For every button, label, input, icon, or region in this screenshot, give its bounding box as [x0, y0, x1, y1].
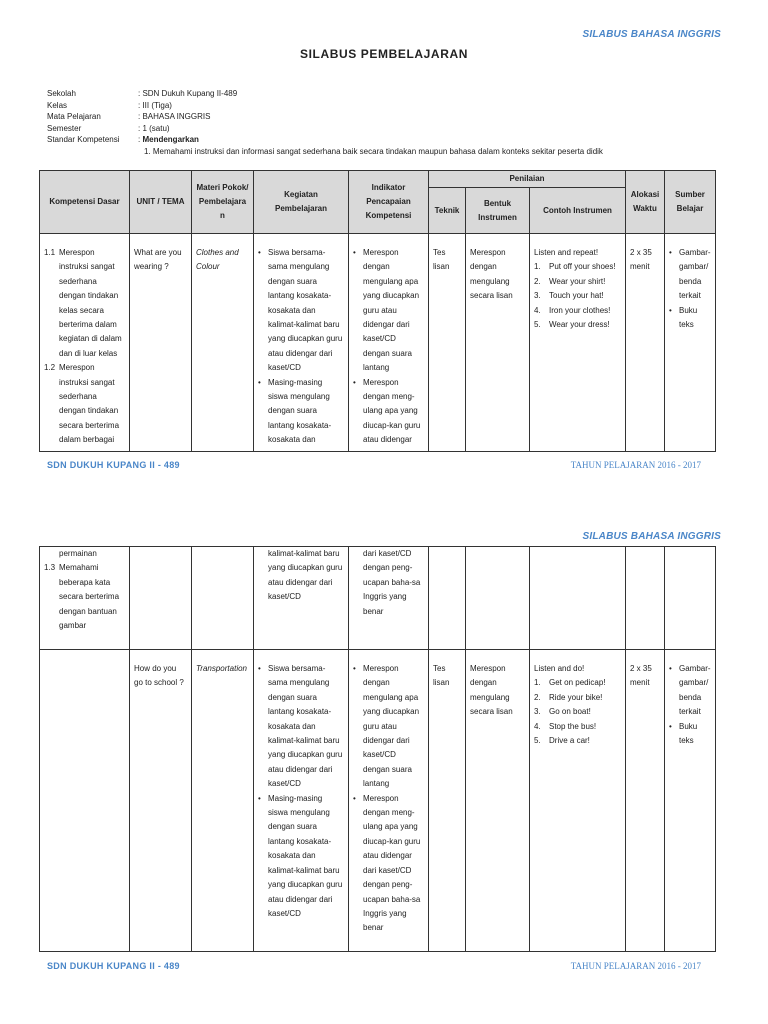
cell-materi-pokok: Clothes and Colour: [192, 234, 254, 452]
standar-kompetensi-detail: 1. Memahami instruksi dan informasi sangat sederhana baik secara tindakan maupun bahasa dalam konteks sekitar peserta didik: [144, 146, 603, 156]
kegiatan-item: • Masing-masing siswa mengulang dengan suara lantang kosakata-kosakata dan: [258, 376, 344, 448]
contoh-item: 5. Wear your dress!: [534, 320, 610, 330]
header-teknik: Teknik: [429, 188, 466, 234]
kd-number: 1.1: [44, 248, 56, 257]
page-footer: [47, 460, 701, 470]
meta-key-mapel: Mata Pelajaran: [47, 112, 101, 122]
sumber-item: • Gambar-gambar/ benda terkait: [669, 662, 711, 720]
contoh-item: 1. Get on pedicap!: [534, 678, 606, 688]
kegiatan-item: • Masing-masing siswa mengulang dengan suara lantang kosakata-kosakata dan kalimat-kalimat baru yang diucapkan guru atau didengar dari kaset/CD: [258, 792, 344, 922]
kegiatan-item: • Siswa bersama-sama mengulang dengan suara lantang kosakata-kosakata dan kalimat-kalimat baru yang diucapkan guru atau didengar dari kaset/CD: [258, 662, 344, 792]
contoh-item: 2. Ride your bike!: [534, 692, 603, 702]
cell-materi-empty: [192, 547, 254, 650]
header-unit-tema: UNIT / TEMA: [130, 171, 192, 234]
contoh-item: 4. Iron your clothes!: [534, 305, 611, 315]
cell-kompetensi-dasar: [40, 547, 130, 650]
syllabus-table-page-2: [39, 546, 716, 952]
cell-materi-pokok: Transportation: [192, 650, 254, 952]
cell-kegiatan: [254, 547, 349, 650]
header-kegiatan: Kegiatan Pembelajaran: [254, 171, 349, 234]
kegiatan-item: • Siswa bersama-sama mengulang dengan suara lantang kosakata-kosakata dan kalimat-kalimat baru yang diucapkan guru atau didengar dari kaset/CD: [258, 246, 344, 376]
meta-value-semester: : 1 (satu): [138, 123, 170, 133]
meta-value-standar-kompetensi: Mendengarkan: [142, 135, 199, 145]
cell-empty: [466, 547, 530, 650]
indikator-item: • Merespon dengan mengulang apa yang diucapkan guru atau didengar dari kaset/CD dengan suara lantang: [353, 246, 424, 376]
cell-contoh-instrumen: [530, 234, 626, 452]
indikator-item: • Merespon dengan meng-ulang apa yang diucap-kan guru atau didengar dari kaset/CD dengan peng-ucapan baha-sa Inggris yang benar: [353, 792, 424, 936]
contoh-item: 1. Put off your shoes!: [534, 262, 616, 272]
document-header-label: SILABUS BAHASA INGGRIS: [582, 531, 721, 542]
indikator-item: • Merespon dengan meng-ulang apa yang diucap-kan guru atau didengar: [353, 376, 424, 448]
kd-text: Merespon instruksi sangat sederhana dengan tindakan kelas secara berterima dalam kegiatan di dalam dan di luar kelas: [59, 248, 122, 358]
document-header-label: SILABUS BAHASA INGGRIS: [582, 29, 721, 40]
cell-alokasi-waktu: 2 x 35 menit: [626, 650, 665, 952]
sumber-item: • Gambar-gambar/ benda terkait: [669, 246, 711, 304]
meta-value-sekolah: : SDN Dukuh Kupang II-489: [138, 89, 238, 98]
cell-kompetensi-dasar-empty: [40, 650, 130, 952]
header-bentuk-instrumen: Bentuk Instrumen: [466, 188, 530, 234]
kd-item: [44, 246, 125, 361]
cell-indikator: [349, 234, 429, 452]
cell-teknik: Tes lisan: [429, 650, 466, 952]
cell-empty: [530, 547, 626, 650]
kd-text: Memahami beberapa kata secara berterima dengan bantuan gambar: [59, 563, 120, 631]
cell-unit-tema-empty: [130, 547, 192, 650]
page-footer: [47, 961, 701, 971]
kegiatan-continuation: kalimat-kalimat baru yang diucapkan guru atau didengar dari kaset/CD: [268, 549, 343, 602]
kd-item: [44, 361, 125, 447]
document-title: SILABUS PEMBELAJARAN: [299, 47, 468, 61]
meta-value-kelas: : III (Tiga): [138, 100, 172, 110]
cell-sumber-belajar: [665, 650, 716, 952]
footer-year: TAHUN PELAJARAN 2016 - 2017: [570, 961, 701, 971]
contoh-item: 4. Stop the bus!: [534, 721, 597, 731]
meta-key-sekolah: Sekolah: [47, 89, 76, 98]
sumber-item: • Buku teks: [669, 304, 711, 333]
page-1: [0, 0, 768, 490]
kd-item: [44, 561, 125, 633]
contoh-item: 3. Touch your hat!: [534, 291, 604, 301]
cell-bentuk-instrumen: Merespon dengan mengulang secara lisan: [466, 234, 530, 452]
cell-bentuk-instrumen: Merespon dengan mengulang secara lisan: [466, 650, 530, 952]
meta-colon: :: [138, 135, 143, 145]
kd-continuation: permainan: [59, 549, 97, 558]
cell-kegiatan: [254, 234, 349, 452]
cell-unit-tema: How do you go to school ?: [130, 650, 192, 952]
contoh-item: 3. Go on boat!: [534, 707, 591, 717]
indikator-item: • Merespon dengan mengulang apa yang diucapkan guru atau didengar dari kaset/CD dengan suara lantang: [353, 662, 424, 792]
cell-unit-tema: What are you wearing ?: [130, 234, 192, 452]
kd-number: 1.3: [44, 563, 56, 573]
cell-empty: [665, 547, 716, 650]
header-kompetensi-dasar: Kompetensi Dasar: [40, 171, 130, 234]
header-contoh-instrumen: Contoh Instrumen: [530, 188, 626, 234]
cell-indikator: [349, 650, 429, 952]
contoh-intro: Listen and repeat!: [534, 248, 599, 257]
kd-text: Merespon instruksi sangat sederhana dengan tindakan secara berterima dalam berbagai: [59, 363, 120, 445]
header-sumber-belajar: Sumber Belajar: [665, 171, 716, 234]
contoh-intro: Listen and do!: [534, 664, 585, 673]
meta-key-standar-kompetensi: Standar Kompetensi: [47, 135, 120, 145]
cell-empty: [429, 547, 466, 650]
cell-kompetensi-dasar: [40, 234, 130, 452]
cell-alokasi-waktu: 2 x 35 menit: [626, 234, 665, 452]
header-penilaian: Penilaian: [429, 171, 626, 188]
header-materi-pokok: Materi Pokok/ Pembelajara n: [192, 171, 254, 234]
header-alokasi-waktu: Alokasi Waktu: [626, 171, 665, 234]
footer-school: SDN DUKUH KUPANG II - 489: [47, 961, 180, 971]
footer-school: SDN DUKUH KUPANG II - 489: [47, 460, 180, 470]
meta-key-semester: Semester: [47, 123, 82, 133]
page-2: [0, 520, 768, 1024]
syllabus-table-page-1: [39, 170, 716, 452]
contoh-item: 2. Wear your shirt!: [534, 276, 606, 286]
meta-key-kelas: Kelas: [47, 100, 68, 110]
header-indikator: Indikator Pencapaian Kompetensi: [349, 171, 429, 234]
cell-teknik: Tes lisan: [429, 234, 466, 452]
cell-sumber-belajar: [665, 234, 716, 452]
page-gap: [0, 490, 768, 520]
meta-value-mapel: : BAHASA INGGRIS: [138, 112, 211, 122]
footer-year: TAHUN PELAJARAN 2016 - 2017: [570, 460, 701, 470]
document-meta: [47, 88, 603, 158]
cell-kegiatan: [254, 650, 349, 952]
indikator-continuation: dari kaset/CD dengan peng-ucapan baha-sa Inggris yang benar: [363, 549, 421, 616]
cell-indikator: [349, 547, 429, 650]
cell-contoh-instrumen: [530, 650, 626, 952]
cell-empty: [626, 547, 665, 650]
contoh-item: 5. Drive a car!: [534, 736, 590, 746]
kd-number: 1.2: [44, 363, 56, 373]
sumber-item: • Buku teks: [669, 720, 711, 749]
